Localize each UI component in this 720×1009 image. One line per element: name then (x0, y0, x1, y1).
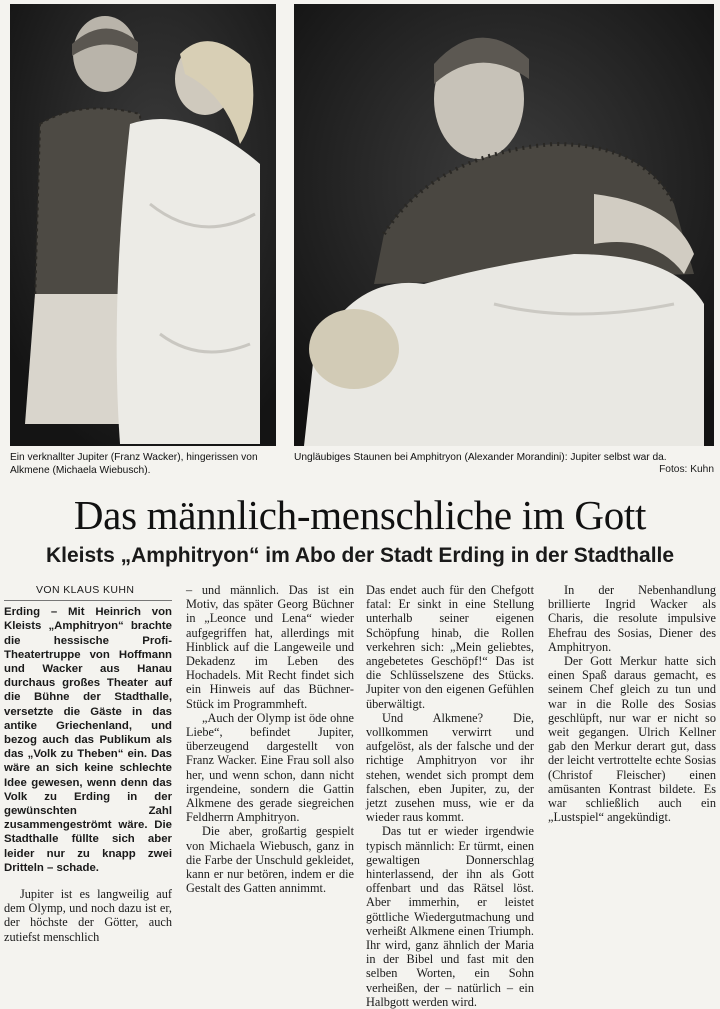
body-paragraph: Jupiter ist es langweilig auf dem Olymp, und noch dazu ist er, der höchste der Götter, auch zutiefst menschlich (4, 887, 172, 944)
article-column-1 (4, 583, 172, 944)
subheadline: Kleists „Amphitryon“ im Abo der Stadt Erding in der Stadthalle (45, 544, 675, 567)
body-paragraph: Und Alkmene? Die, vollkommen verwirrt und aufgelöst, als der falsche und der richtige Amphitryon vor ihr stehen, wendet sich prompt dem falschen, eben Jupiter, zu, der jetzt zusehen muss, wie er da wieder raus kommt. (366, 710, 534, 825)
caption-left: Ein verknallter Jupiter (Franz Wacker), hingerissen von Alkmene (Michaela Wiebusch). (10, 452, 258, 476)
article-column-2 (186, 583, 354, 919)
photo-jupiter-alkmene (10, 4, 276, 446)
body-paragraph: In der Nebenhandlung brillierte Ingrid Wacker als Charis, die resolute impulsive Ehefrau des Sosias, Diener des Amphitryon. (548, 583, 716, 654)
article-column-4 (548, 583, 716, 919)
body-paragraph: Die aber, großartig gespielt von Michaela Wiebusch, ganz in die Farbe der Unschuld gekleidet, kann er nur betören, indem er die Gestalt des Gatten annimmt. (186, 824, 354, 896)
body-paragraph: Das tut er wieder irgendwie typisch männlich: Er türmt, einen gewaltigen Donnerschlag hinterlassend, der ihn als Gott offenbart und das Rätsel löst. Aber immerhin, er leistet göttliche Wiedergutmachung und verheißt Alkmene einen Triumph. Ihr wird, ganz ähnlich der Maria in der Bibel und fast mit den selben Worten, ein Sohn verheißen, der – natürlich – ein Halbgott werden wird. (366, 824, 534, 1009)
lead-paragraph: Erding – Mit Heinrich von Kleists „Amphitryon“ brachte die hessische Profi-Theatertruppe von Hoffmann und Wacker aus Hanau durchaus großes Theater auf die Bühne der Stadthalle, versetzte die Gäste in das antike Griechenland, und bezog auch das Publikum als das „Volk zu Theben“ ein. Das wäre an sich keine schlechte Idee gewesen, wenn denn das Volk zu Erding in der gewünschten Zahl zusammengeströmt wäre. Die Stadthalle füllte sich aber leider nur zu knapp zwei Dritteln – schade. (4, 606, 172, 874)
body-paragraph: – und männlich. Das ist ein Motiv, das später Georg Büchner in „Leonce und Lena“ wieder aufgegriffen hat, allerdings mit Hinblick auf die Langeweile und Dekadenz im Leben des Hochadels. Mit Recht findet sich ein Hinweis auf das Büchner-Stück im Programmheft. (186, 583, 354, 711)
photo-amphitryon (294, 4, 714, 446)
byline: VON KLAUS KUHN (4, 583, 172, 601)
body-paragraph: Der Gott Merkur hatte sich einen Spaß daraus gemacht, es seinem Chef gleich zu tun und war in die Rolle des Sosias geschlüpft, nur war er nicht so weit gegangen. Ulrich Kellner gab den Merkur derart gut, dass der leicht vertrottelte echte Sosias (Christof Fleischer) einen amüsanten Kontrast bildete. Es war schließlich auch ein „Lustspiel“ angekündigt. (548, 654, 716, 825)
article-column-3 (366, 583, 534, 1009)
body-paragraph: Das endet auch für den Chefgott fatal: Er sinkt in eine Stellung unterhalb seiner eigenen Schöpfung hinab, die Rollen verkehren sich: „Mein geliebtes, angebetetes Geschöpf!“ Das ist die Schlüsselszene des Stücks. Jupiter von den eigenen Gefühlen überwältigt. (366, 583, 534, 711)
caption-right: Ungläubiges Staunen bei Amphitryon (Alexander Morandini): Jupiter selbst war da. (294, 452, 667, 463)
body-paragraph: „Auch der Olymp ist öde ohne Liebe“, befindet Jupiter, überzeugend dargestellt von Franz Wacker. Eine Frau soll also her, und wenn schon, dann nicht irgendeine, sondern die Gattin Alkmene des gerade siegreichen Feldherrn Amphitryon. (186, 710, 354, 825)
photo-credit: Fotos: Kuhn (659, 464, 714, 475)
headline: Das männlich-menschliche im Gott (73, 492, 647, 538)
